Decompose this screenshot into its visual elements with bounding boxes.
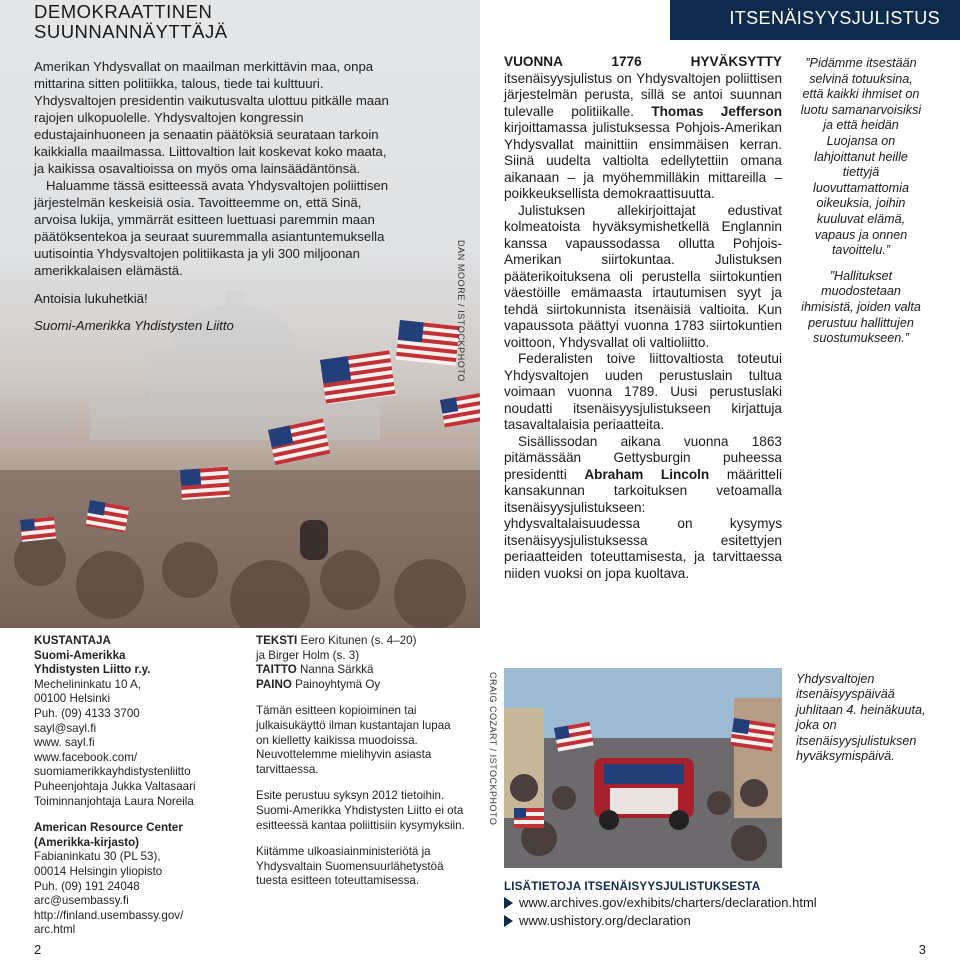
quote-1: ”Pidämme itsestään selvinä totuuksina, että kaikki ihmiset on luotu samanarvoisiksi ja että heidän Luojansa on lahjoittanut heille tiettyjä luovuttamattomia oikeuksia, joihin kuuluvat elämä, vapaus ja onnen tavoittelu.” (800, 56, 922, 258)
credit-layout (256, 663, 466, 678)
page-number-left: 2 (34, 942, 42, 957)
parade-photo (504, 668, 782, 868)
credit-layout-label: TAITTO (256, 663, 297, 677)
credits-block (256, 634, 466, 889)
publisher-phone: Puh. (09) 4133 3700 (34, 706, 140, 720)
header-band (670, 0, 960, 40)
arc-web-1[interactable]: http://finland.usembassy.gov/ (34, 908, 184, 922)
publisher-address-1: Mechelininkatu 10 A, (34, 677, 141, 691)
arc-address-2: 00014 Helsingin yliopisto (34, 864, 163, 878)
signature: Suomi-Amerikka Yhdistysten Liitto (34, 318, 234, 333)
thanks-notice: Kiitämme ulkoasiainministeriötä ja Yhdysvaltain Suomensuurlähetystöä tuesta esitteen toteuttamisessa. (256, 845, 444, 888)
greeting: Antoisia lukuhetkiä! (34, 291, 148, 306)
credit-layout-value: Nanna Särkkä (296, 663, 374, 677)
publisher-email[interactable]: sayl@sayl.fi (34, 721, 97, 735)
quote-2: ”Hallitukset muodostetaan ihmisistä, joiden valta perustuu hallittujen suostumukseen.” (801, 268, 921, 346)
photo-credit-left: DAN MOORE / ISTOCKPHOTO (456, 240, 466, 382)
main-article (504, 54, 782, 582)
photo-caption: Yhdysvaltojen itsenäisyyspäivää juhlitaan 4. heinäkuuta, joka on itsenäisyysjulistuksen hyväksymispäivä. (796, 672, 926, 764)
section-title (34, 2, 394, 42)
link-ushistory[interactable]: www.ushistory.org/declaration (519, 913, 691, 928)
arrow-right-icon (504, 897, 513, 909)
copy-notice: Tämän esitteen kopioiminen tai julkaisukäyttö ilman kustantajan lupaa on kielletty kaikissa muodoissa. Neuvottelemme mielihyvin asiasta tarvittaessa. (256, 704, 451, 776)
link-archives[interactable]: www.archives.gov/exhibits/charters/declaration.html (519, 895, 817, 910)
photo-credit-right: CRAIG COZART / ISTOCKPHOTO (488, 672, 498, 826)
publisher-facebook-1[interactable]: www.facebook.com/ (34, 750, 138, 764)
article-lead: VUONNA 1776 HYVÄKSYTTY (504, 54, 782, 69)
edition-notice: Esite perustuu syksyn 2012 tietoihin. Suomi-Amerikka Yhdistysten Liitto ei ota esitteessä kantaa poliittisiin kysymyksiin. (256, 789, 465, 832)
publisher-heading: KUSTANTAJA (34, 634, 111, 647)
arc-address-1: Fabianinkatu 30 (PL 53), (34, 850, 161, 864)
arc-phone: Puh. (09) 191 24048 (34, 879, 140, 893)
credit-print-label: PAINO (256, 677, 292, 691)
article-paragraph-2: Julistuksen allekirjoittajat edustivat kolmeatoista hyväksymishetkellä Englannin kanssa vapaussodassa ollutta Pohjois-Amerikan siirtokuntaa. Julistuksen pääterikoituksena oli perustella siirtokuntien väestöille emämaasta irtautumisen syyt ja tehdä siirtokunnista itsenäisiä valtioita. Kun vapaussota päättyi vuonna 1783 siirtokuntien voittoon, Yhdysvallat oli valtioliitto. (504, 202, 782, 350)
link-row-1 (504, 894, 924, 911)
header-title: ITSENÄISYYSJULISTUS (729, 8, 940, 28)
publisher-block (34, 634, 244, 938)
publisher-address-2: 00100 Helsinki (34, 692, 111, 706)
arc-email[interactable]: arc@usembassy.fi (34, 894, 129, 908)
quote-column (798, 56, 924, 347)
link-row-2 (504, 912, 924, 929)
article-p4-end: määritteli kansakunnan tarkoituksen vetoamalla itsenäisyysjulistukseen: yhdysvaltalaisuudessa on kysymys itsenäisyysjulistuksessa esitettyjen periaatteiden toteuttamisesta, ja tarvittaessa niiden vuoksi on jopa kuoltava. (504, 466, 783, 581)
section-title-line1: DEMOKRAATTINEN (34, 1, 213, 22)
intro-paragraph-2: Haluamme tässä esitteessä avata Yhdysvaltojen poliittisen järjestelmän keskeisiä osia. Tavoitteemme on, että Sinä, arvoisa lukija, ymmärrät esitteen luettuasi paremmin maan päätöksentekoa ja seuraat suuremmalla asiantuntemuksella uutisointia Yhdysvaltojen politiikasta ja yli 300 miljoonan amerikkalaisen elämästä. (34, 178, 389, 278)
article-paragraph-4 (504, 434, 782, 583)
publisher-chair: Puheenjohtaja Jukka Valtasaari (34, 779, 196, 793)
parade-illustration (504, 668, 782, 868)
credit-print (256, 678, 466, 693)
publisher-facebook-2[interactable]: suomiamerikkayhdistystenliitto (34, 765, 191, 779)
article-p4-name: Abraham Lincoln (584, 466, 710, 482)
article-paragraph-1 (504, 54, 782, 203)
article-p1-name: Thomas Jefferson (651, 103, 783, 119)
credit-print-value: Painoyhtymä Oy (291, 677, 381, 691)
arc-name-1: American Resource Center (34, 821, 183, 835)
credit-text (256, 634, 466, 649)
publisher-name-2: Yhdistysten Liitto r.y. (34, 663, 151, 677)
arrow-right-icon (504, 915, 513, 927)
intro-paragraph-1: Amerikan Yhdysvallat on maailman merkittävin maa, onpa mittarina sitten politiikka, talous, tiede tai kulttuuri. Yhdysvaltojen presidentin vaikutusvalta ulottuu pitkälle maan rajojen ulkopuolelle. Yhdysvaltojen kongressin edustajainhuoneen ja senaatin päätöksiä seurataan tarkoin kaikkialla maailmassa. Liittovaltion lait koskevat koko maata, ja kaikissa osavaltioissa on myös oma lainsäädäntönsä. (34, 59, 389, 176)
page-number-right: 3 (918, 942, 926, 957)
publisher-name-1: Suomi-Amerikka (34, 648, 126, 662)
article-p1-text: itsenäisyysjulistus on Yhdysvaltojen poliittisen järjestelmän perusta, sillä se antoi suunnan tulevalle politiikalle. (504, 70, 782, 119)
credit-text-label: TEKSTI (256, 634, 298, 647)
further-info (504, 880, 924, 929)
arc-name-2: (Amerikka-kirjasto) (34, 835, 140, 849)
credit-text-value-2: ja Birger Holm (s. 3) (256, 648, 360, 662)
right-page (480, 0, 960, 976)
credit-text-value: Eero Kitunen (s. 4–20) (297, 634, 417, 647)
article-paragraph-3: Federalisten toive liittovaltiosta toteutui Yhdysvaltojen uuden perustuslain tultua voimaan vuonna 1789. Uusi perustuslaki noudatti itsenäisyysjulistukseen kirjattuja tasavaltalaisia periaatteita. (504, 351, 782, 432)
intro-block (34, 0, 394, 333)
publisher-director: Toiminnanjohtaja Laura Noreila (34, 794, 194, 808)
links-title: LISÄTIETOJA ITSENÄISYYSJULISTUKSESTA (504, 880, 761, 893)
publisher-web[interactable]: www. sayl.fi (34, 736, 95, 750)
article-p1-end: kirjoittamassa julistuksessa Pohjois-Amerikan Yhdysvallat mainittiin ensimmäisen kerran. Siinä uudelta valtiolta edellytettiin omana aikanaan – ja myöhemmilläkin mittareilla – poikkeuksellista demokraattisuutta. (504, 120, 782, 201)
article-p4-start: Sisällissodan aikana vuonna 1863 pitämässään Gettysburgin puheessa presidentti (504, 433, 782, 482)
section-title-line2: SUUNNANNÄYTTÄJÄ (34, 21, 228, 42)
arc-web-2[interactable]: arc.html (34, 923, 76, 937)
